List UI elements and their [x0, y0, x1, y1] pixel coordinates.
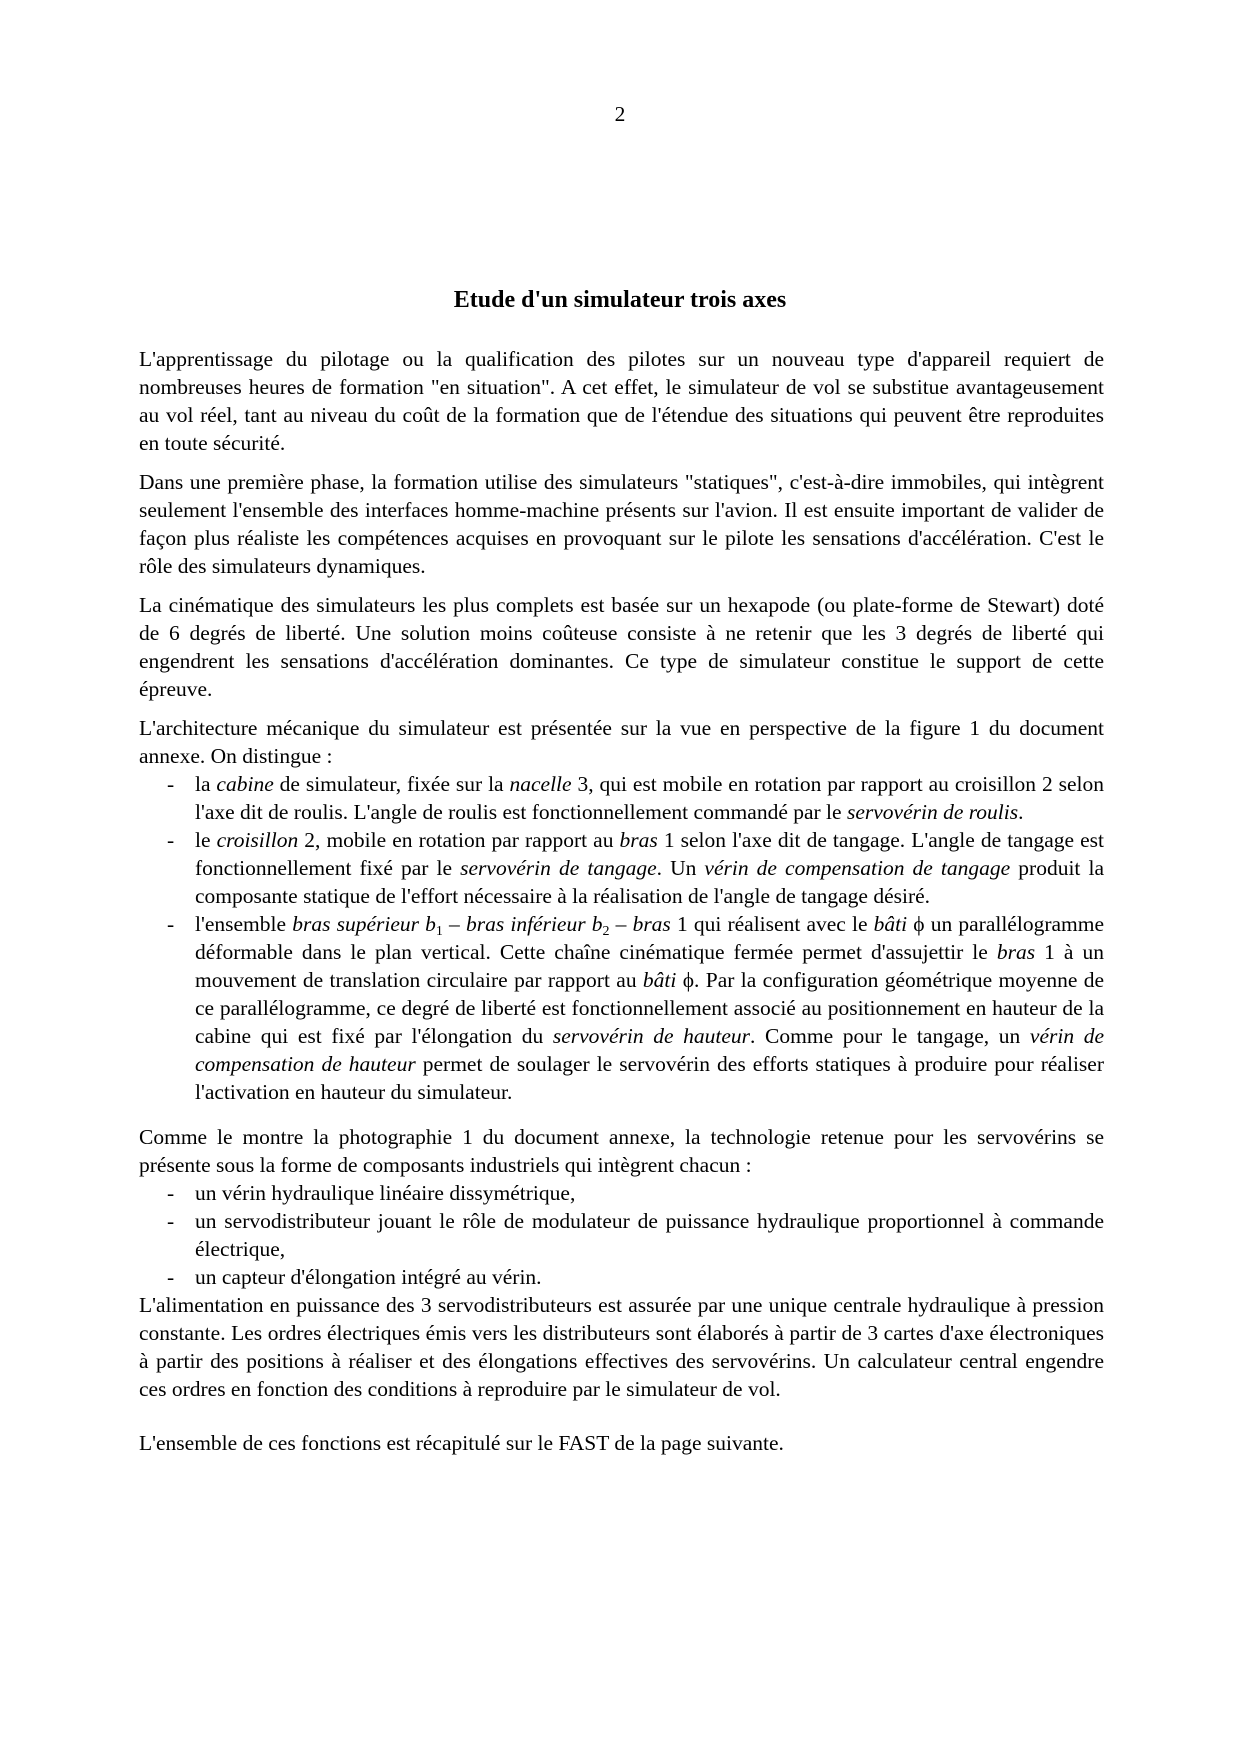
list-item-cabine: - la cabine de simulateur, fixée sur la nacelle 3, qui est mobile en rotation par rapport au croisillon 2 selon l'axe dit de roulis. L'angle de roulis est fonctionnellement commandé par le servovérin de roulis. [139, 770, 1104, 826]
architecture-list [139, 770, 1104, 1106]
list-item-capteur: - un capteur d'élongation intégré au vérin. [139, 1263, 1104, 1291]
paragraph-technology: Comme le montre la photographie 1 du document annexe, la technologie retenue pour les servovérins se présente sous la forme de composants industriels qui intègrent chacun : [139, 1125, 1104, 1177]
paragraph-intro: L'apprentissage du pilotage ou la qualification des pilotes sur un nouveau type d'appareil requiert de nombreuses heures de formation "en situation". A cet effet, le simulateur de vol se substitue avantageusement au vol réel, tant au niveau du coût de la formation que de l'étendue des situations qui peuvent être reproduites en toute sécurité. [139, 347, 1104, 455]
list-item-croisillon: - le croisillon 2, mobile en rotation par rapport au bras 1 selon l'axe dit de tangage. L'angle de tangage est fonctionnellement fixé par le servovérin de tangage. Un vérin de compensation de tangage produit la composante statique de l'effort nécessaire à la réalisation de l'angle de tangage désiré. [139, 826, 1104, 910]
page-number: 2 [614, 102, 626, 126]
paragraph-static-simulators: Dans une première phase, la formation utilise des simulateurs "statiques", c'est-à-dire immobiles, qui intègrent seulement l'ensemble des interfaces homme-machine présents sur l'avion. Il est ensuite important de valider de façon plus réaliste les compétences acquises en provoquant sur le pilote les sensations d'accélération. C'est le rôle des simulateurs dynamiques. [139, 470, 1104, 578]
paragraph-power-supply: L'alimentation en puissance des 3 servodistributeurs est assurée par une unique centrale hydraulique à pression constante. Les ordres électriques émis vers les distributeurs sont élaborés à partir de 3 cartes d'axe électroniques à partir des positions à réaliser et des élongations effectives des servovérins. Un calculateur central engendre ces ordres en fonction des conditions à reproduire par le simulateur de vol. [139, 1293, 1104, 1401]
paragraph-fast: L'ensemble de ces fonctions est récapitulé sur le FAST de la page suivante. [139, 1431, 784, 1455]
document-body [139, 345, 1104, 1468]
list-item-verin: - un vérin hydraulique linéaire dissymétrique, [139, 1179, 1104, 1207]
paragraph-architecture: L'architecture mécanique du simulateur est présentée sur la vue en perspective de la figure 1 du document annexe. On distingue : [139, 716, 1104, 768]
components-list [139, 1179, 1104, 1291]
page-title: Etude d'un simulateur trois axes [453, 287, 787, 313]
list-item-bras: - l'ensemble bras supérieur $b_1$ – bras inférieur $b_2$ – bras 1 qui réalisent avec le bâti ϕ un parallélogramme déformable dans le plan vertical. Cette chaîne cinématique fermée permet d'assujettir le bras 1 à un mouvement de translation circulaire par rapport au bâti ϕ. Par la configuration géométrique moyenne de ce parallélogramme, ce degré de liberté est fonctionnellement associé au positionnement en hauteur de la cabine qui est fixé par l'élongation du servovérin de hauteur. Comme pour le tangage, un vérin de compensation de hauteur permet de soulager le servovérin des efforts statiques à produire pour réaliser l'activation en hauteur du simulateur. [139, 910, 1104, 1106]
paragraph-kinematics: La cinématique des simulateurs les plus complets est basée sur un hexapode (ou plate-forme de Stewart) doté de 6 degrés de liberté. Une solution moins coûteuse consiste à ne retenir que les 3 degrés de liberté qui engendrent les sensations d'accélération dominantes. Ce type de simulateur constitue le support de cette épreuve. [139, 593, 1104, 701]
list-item-servodistributeur: - un servodistributeur jouant le rôle de modulateur de puissance hydraulique proportionnel à commande électrique, [139, 1207, 1104, 1263]
